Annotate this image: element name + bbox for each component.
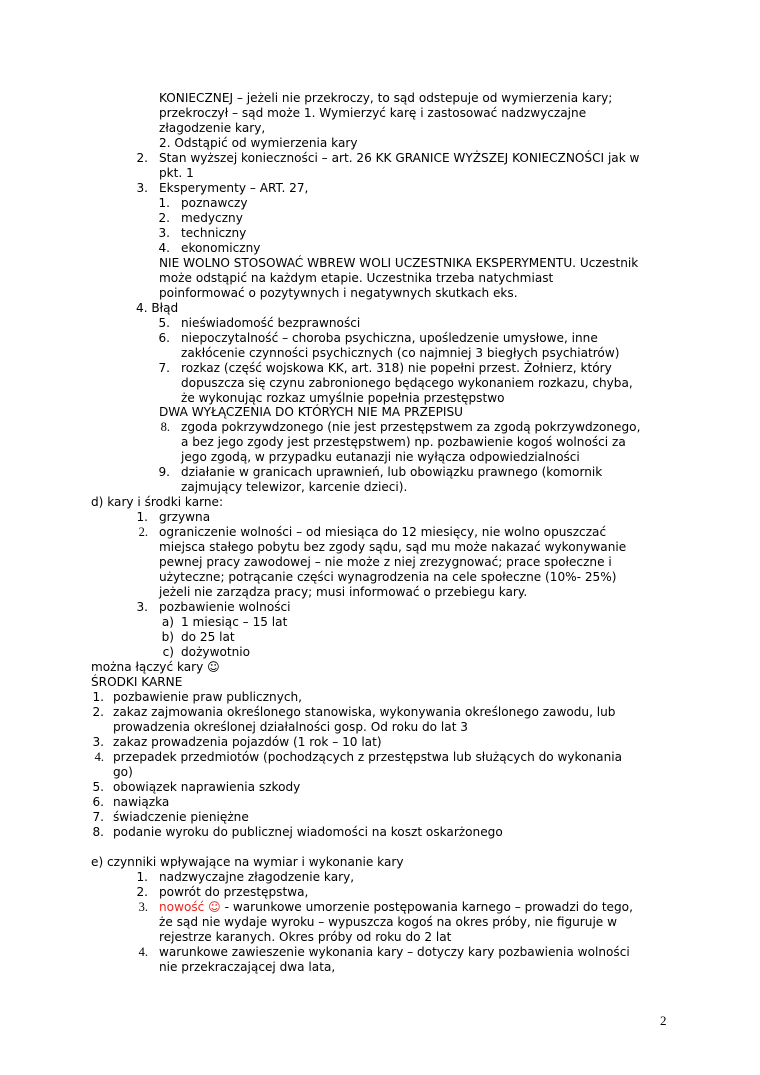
list-item-text: nieświadomość bezprawności	[181, 316, 361, 330]
list-number: 2.	[138, 525, 148, 539]
list-letter: a)	[161, 615, 174, 629]
list-item-text: poznawczy	[181, 196, 248, 210]
list-item-text: rozkaz (część wojskowa KK, art. 318) nie popełni przest. Żołnierz, który	[181, 361, 612, 375]
list-item-text: niepoczytalność – choroba psychiczna, upośledzenie umysłowe, inne	[181, 331, 598, 345]
list-number: 4.	[158, 241, 170, 255]
list-item-text: zakaz zajmowania określonego stanowiska, wykonywania określonego zawodu, lub	[113, 705, 616, 719]
list-item-text: dopuszcza się czynu zabronionego będącego wykonaniem rozkazu, chyba,	[181, 376, 633, 390]
section-heading: d) kary i środki karne:	[91, 495, 224, 509]
list-item-text: ograniczenie wolności – od miesiąca do 12 miesięcy, nie wolno opuszczać	[159, 525, 607, 539]
list-item-text: zakłócenie czynności psychicznych (co najmniej 3 biegłych psychiatrów)	[181, 346, 620, 360]
paragraph-line: może odstąpić na każdym etapie. Uczestnika trzeba natychmiast	[159, 271, 554, 285]
list-number: 3.	[136, 600, 148, 614]
continuation-line: przekroczył – sąd może 1. Wymierzyć karę i zastosować nadzwyczajne	[159, 106, 587, 120]
list-item-text: go)	[113, 765, 133, 779]
continuation-line: KONIECZNEJ – jeżeli nie przekroczy, to sąd odstepuje od wymierzenia kary;	[159, 91, 613, 105]
list-item-text: 1 miesiąc – 15 lat	[181, 615, 288, 629]
list-number: 6.	[158, 331, 170, 345]
list-number: 3.	[92, 735, 104, 749]
list-item-text: zakaz prowadzenia pojazdów (1 rok – 10 lat)	[113, 735, 382, 749]
list-item-text: działanie w granicach uprawnień, lub obowiązku prawnego (komornik	[181, 465, 603, 479]
list-item-text: miejsca stałego pobytu bez zgody sądu, sąd mu może nakazać wykonywanie	[159, 540, 627, 554]
list-item-text: Eksperymenty – ART. 27,	[159, 181, 309, 195]
list-heading: 4. Błąd	[136, 301, 179, 315]
list-number: 1.	[158, 196, 170, 210]
list-item-text: Stan wyższej konieczności – art. 26 KK GRANICE WYŻSZEJ KONIECZNOŚCI jak w	[159, 151, 640, 165]
list-item-text: do 25 lat	[181, 630, 235, 644]
list-item-text: że wykonując rozkaz umyślnie popełnia przestępstwo	[181, 391, 505, 405]
list-item-text: techniczny	[181, 226, 247, 240]
list-number: 2.	[136, 151, 148, 165]
list-number: 2.	[136, 885, 148, 899]
list-number: 9.	[158, 465, 170, 479]
list-item-text: pozbawienie wolności	[159, 600, 291, 614]
list-item-text: zgoda pokrzywdzonego (nie jest przestępstwem za zgodą pokrzywdzonego,	[181, 420, 641, 434]
list-item-text: nie przekraczającej dwa lata,	[159, 960, 336, 974]
list-item-text: nawiązka	[113, 795, 170, 809]
list-item-text: jego zgodą, w przypadku eutanazji nie wyłącza odpowiedzialności	[181, 450, 580, 464]
list-number: 4.	[94, 750, 104, 764]
list-number: 8.	[92, 825, 104, 839]
list-item-text: obowiązek naprawienia szkody	[113, 780, 301, 794]
list-letter: c)	[162, 645, 174, 659]
list-item-text: nadzwyczajne złagodzenie kary,	[159, 870, 355, 884]
list-item-text: przepadek przedmiotów (pochodzących z przestępstwa lub służących do wykonania	[113, 750, 623, 764]
subheading: DWA WYŁĄCZENIA DO KTÓRYCH NIE MA PRZEPISU	[159, 405, 464, 419]
list-number: 1.	[136, 870, 148, 884]
list-item-text: że sąd nie wydaje wyroku – wypuszcza kogoś na okres próby, nie figuruje w	[159, 915, 617, 929]
list-number: 8.	[160, 420, 170, 434]
list-item-text: dożywotnio	[181, 645, 251, 659]
list-number: 5.	[158, 316, 170, 330]
list-item-text: pozbawienie praw publicznych,	[113, 690, 303, 704]
list-item-text: warunkowe zawieszenie wykonania kary – dotyczy kary pozbawienia wolności	[159, 945, 630, 959]
list-number: 7.	[92, 810, 104, 824]
paragraph-line: poinformować o pozytywnych i negatywnych skutkach eks.	[159, 286, 518, 300]
list-item-text: zajmujący telewizor, karcenie dzieci).	[181, 480, 408, 494]
list-number: 5.	[92, 780, 104, 794]
list-item-text: rejestrze karanych. Okres próby od roku do 2 lat	[159, 930, 452, 944]
list-item-text: powrót do przestępstwa,	[159, 885, 309, 899]
list-number: 6.	[92, 795, 104, 809]
list-number: 3.	[158, 226, 170, 240]
novelty-highlight: nowość ☺	[159, 900, 221, 914]
page-number: 2	[660, 1013, 667, 1028]
list-item-text: jeżeli nie zarządza pracy; musi informować o przebiegu kary.	[159, 585, 528, 599]
continuation-line: 2. Odstąpić od wymierzenia kary	[159, 136, 358, 150]
section-heading: e) czynniki wpływające na wymiar i wykonanie kary	[91, 855, 404, 869]
continuation-line: złagodzenie kary,	[159, 121, 266, 135]
list-number: 7.	[158, 361, 170, 375]
list-item-text: świadczenie pieniężne	[113, 810, 249, 824]
list-item-text: pewnej pracy zawodowej – nie może z niej zrezygnować; prace społeczne i	[159, 555, 612, 569]
list-number: 1.	[92, 690, 104, 704]
list-item-text: ekonomiczny	[181, 241, 261, 255]
list-letter: b)	[161, 630, 174, 644]
list-number: 3.	[136, 181, 148, 195]
list-item-text: a bez jego zgody jest przestępstwem) np. pozbawienie kogoś wolności za	[181, 435, 626, 449]
list-number: 2.	[158, 211, 170, 225]
list-number: 3.	[138, 900, 148, 914]
section-heading: ŚRODKI KARNE	[91, 675, 183, 689]
list-item-text: prowadzenia określonej działalności gosp. Od roku do lat 3	[113, 720, 468, 734]
list-item-text: pkt. 1	[159, 166, 194, 180]
list-item-text: podanie wyroku do publicznej wiadomości na koszt oskarżonego	[113, 825, 503, 839]
list-item-text	[159, 900, 633, 915]
list-item-text: medyczny	[181, 211, 243, 225]
list-item-text: grzywna	[159, 510, 211, 524]
list-number: 1.	[136, 510, 148, 524]
paragraph-line: można łączyć kary ☺	[91, 660, 220, 674]
paragraph-line: NIE WOLNO STOSOWAĆ WBREW WOLI UCZESTNIKA EKSPERYMENTU. Uczestnik	[159, 256, 639, 270]
list-number: 2.	[92, 705, 104, 719]
novelty-text: - warunkowe umorzenie postępowania karnego – prowadzi do tego,	[220, 900, 633, 914]
list-item-text: użyteczne; potrącanie części wynagrodzenia na cele społeczne (10%- 25%)	[159, 570, 617, 584]
list-number: 4.	[138, 945, 148, 959]
